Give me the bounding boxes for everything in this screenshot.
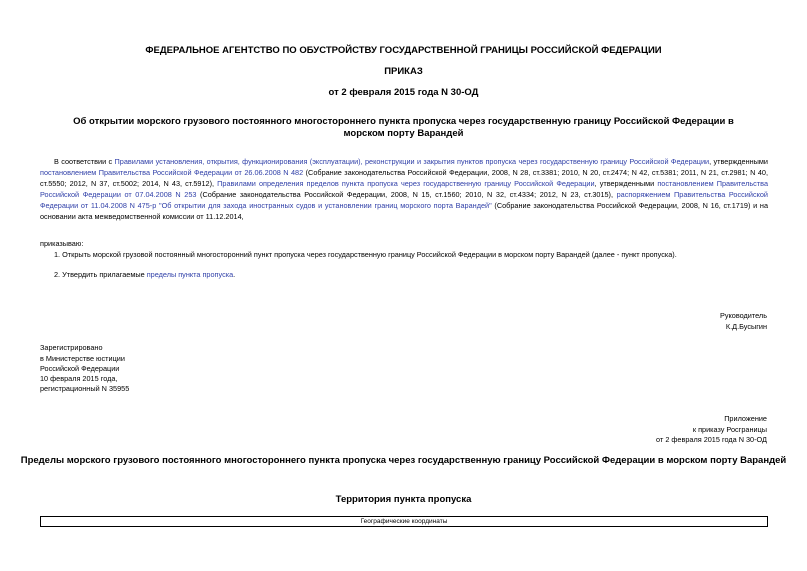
prikazyvayu-label: приказываю:: [40, 239, 84, 248]
appendix-ref: к приказу Росграницы: [692, 425, 767, 434]
link-checkpoint-limits[interactable]: пределы пункта пропуска: [146, 270, 234, 279]
signature-position: Руководитель: [719, 311, 767, 320]
link-decree-482[interactable]: постановлением Правительства Российской Федерации от 26.06.2008 N 482: [40, 168, 304, 177]
preamble-text: В соответствии с: [54, 157, 115, 166]
table-header-cell: Географические координаты: [41, 517, 768, 527]
appendix-title: Пределы морского грузового постоянного многостороннего пункта пропуска через государственную границу Российской Федерации в морском порту Варандей: [20, 455, 787, 466]
doc-date-number: от 2 февраля 2015 года N 30-ОД: [328, 87, 479, 98]
preamble-text: , утвержденными: [594, 179, 658, 188]
appendix-date: от 2 февраля 2015 года N 30-ОД: [656, 435, 767, 444]
preamble-text: (Собрание законодательства Российской Федерации, 2008, N 16, ст.1719) и на основании акта межведомственной комиссии от 11.12.2014,: [40, 201, 769, 221]
registration-line: регистрационный N 35955: [40, 384, 130, 393]
link-rules-checkpoints[interactable]: Правилами установления, открытия, функционирования (эксплуатации), реконструкции и закрытия пунктов пропуска через государственную границу Российской Федерации: [114, 157, 710, 166]
registration-line: Российской Федерации: [40, 364, 120, 373]
order-item-2: [54, 269, 235, 280]
registration-line: Зарегистрировано: [40, 343, 103, 352]
table-row: [41, 517, 768, 527]
appendix-label: Приложение: [724, 414, 767, 423]
link-order-475r[interactable]: распоряжением Правительства Российской Федерации от 11.04.2008 N 475-р "Об открытии для захода иностранных судов и установлении границ морского порта Варандей": [40, 190, 769, 210]
doc-type: ПРИКАЗ: [384, 66, 423, 77]
link-decree-253[interactable]: постановлением Правительства Российской Федерации от 07.04.2008 N 253: [40, 179, 768, 199]
order-item-2-text: 2. Утвердить прилагаемые: [54, 270, 147, 279]
signature-name: К.Д.Бусыгин: [725, 322, 767, 331]
link-rules-limits[interactable]: Правилами определения пределов пункта пропуска через государственную границу Российской Федерации: [217, 179, 595, 188]
preamble-text: (Собрание законодательства Российской Федерации, 2008, N 28, ст.3381; 2010, N 20, ст.2474; N 42, ст.5381; 2011, N 21, ст.2981; N 40, ст.5550; 2012, N 37, ст.5002; 2014, N 43, ст.5912),: [40, 168, 768, 188]
registration-line: 10 февраля 2015 года,: [40, 374, 118, 383]
preamble-paragraph: [40, 156, 768, 222]
agency-heading: ФЕДЕРАЛЬНОЕ АГЕНТСТВО ПО ОБУСТРОЙСТВУ ГОСУДАРСТВЕННОЙ ГРАНИЦЫ РОССИЙСКОЙ ФЕДЕРАЦИИ: [145, 45, 662, 56]
preamble-text: (Собрание законодательства Российской Федерации, 2008, N 15, ст.1560; 2010, N 32, ст.4334; 2012, N 23, ст.3015),: [196, 190, 617, 199]
coordinates-table: [40, 516, 768, 527]
preamble-text: , утвержденными: [709, 157, 769, 166]
order-item-1: 1. Открыть морской грузовой постоянный многосторонний пункт пропуска через государственную границу Российской Федерации в морском порту Варандей (далее - пункт пропуска).: [54, 250, 677, 259]
territory-heading: Территория пункта пропуска: [335, 494, 472, 505]
order-item-2-text: .: [233, 270, 236, 279]
registration-line: в Министерстве юстиции: [40, 354, 125, 363]
doc-title: Об открытии морского грузового постоянного многостороннего пункта пропуска через государственную границу Российской Федерации в морском порту Варандей: [73, 116, 734, 139]
